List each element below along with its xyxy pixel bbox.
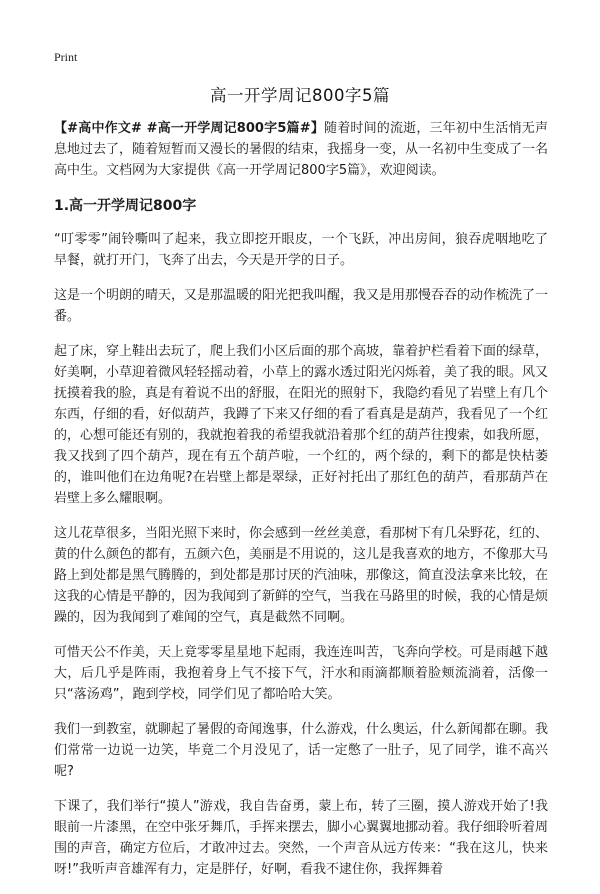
body-paragraph: 这是一个明朗的晴天，又是那温暖的阳光把我叫醒，我又是用那慢吞吞的动作梳洗了一番。	[54, 288, 549, 324]
body-paragraph: 这儿花草很多，当阳光照下来时，你会感到一丝丝美意，看那树下有几朵野花，红的、黄的什么颜色的都有，五颜六色，美丽是不用说的，这儿是我喜欢的地方，不像那大马路上到处都是黑气腾腾的，到处都是那讨厌的汽油味，那像这，简直没法拿来比较，在这我的心情是平静的，因为我闻到了新鲜的空气，当我在马路里的时候，我的心情是烦躁的，因为我闻到了难闻的空气，真是截然不同啊。	[54, 526, 549, 625]
body-paragraph: 可惜天公不作美，天上竟零零星星地下起雨，我连连叫苦，飞奔向学校。可是雨越下越大，后几乎是阵雨，我抱着身上气不接下气，汗水和雨滴都顺着脸颊流淌着，活像一只“落汤鸡”，跑到学校，同学们见了都哈哈大笑。	[54, 645, 549, 702]
intro-text: 随着时间的流逝，三年初中生活悄无声息地过去了，随着短暂而又漫长的暑假的结束，我摇身一变，从一名初中生变成了一名高中生。文档网为大家提供《高一开学周记800字5篇》，欢迎阅读。	[54, 121, 549, 178]
section-heading: 1.高一开学周记800字	[54, 198, 197, 214]
body-paragraph: 起了床，穿上鞋出去玩了，爬上我们小区后面的那个高坡，靠着护栏看着下面的绿草，好美啊，小草迎着微风轻轻摇动着，小草上的露水透过阳光闪烁着，美了我的眼。风又抚摸着我的脸，真是有着说不出的舒服，在阳光的照射下，我隐约看见了岩壁上有几个东西，仔细的看，好似葫芦，我蹲了下来又仔细的看了看真是是葫芦，我看见了一个红的，心想可能还有别的，我就抱着我的希望我就沿着那个红的葫芦往搜索，如我所愿，我又找到了四个葫芦，现在有五个葫芦啦，一个红的，两个绿的，剩下的都是快枯萎的，谁叫他们在边角呢?在岩壁上都是翠绿，正好衬托出了那红色的葫芦，看那葫芦在岩壁上多么耀眼啊。	[54, 344, 549, 506]
print-link[interactable]: Print	[54, 50, 78, 64]
document-title: 高一开学周记800字5篇	[210, 86, 390, 105]
body-paragraph: “叮零零”闹铃嘶叫了起来，我立即挖开眼皮，一个飞跃，冲出房间，狼吞虎咽地吃了早餐，就打开门，飞奔了出去，今天是开学的日子。	[54, 232, 548, 268]
intro-paragraph	[54, 118, 548, 181]
body-paragraph: 下课了，我们举行“摸人”游戏，我自告奋勇，蒙上布，转了三圈，摸人游戏开始了!我眼前一片漆黑，在空中张牙舞爪，手挥来摆去，脚小心翼翼地挪动着。我仔细聆听着周围的声音，确定方位后，才敢冲过去。突然，一个声音从远方传来：“我在这儿，快来呀!”我听声音雄浑有力，定是胖仔，好啊，看我不逮住你，我挥舞着	[54, 799, 549, 877]
intro-tag: 【#高中作文# #高一开学周记800字5篇#】	[54, 121, 325, 136]
body-paragraph: 我们一到教室，就聊起了暑假的奇闻逸事，什么游戏，什么奥运，什么新闻都在聊。我们常常一边说一边笑，毕竟二个月没见了，话一定憋了一肚子，见了同学，谁不高兴呢?	[54, 722, 549, 779]
document-body	[54, 118, 548, 894]
